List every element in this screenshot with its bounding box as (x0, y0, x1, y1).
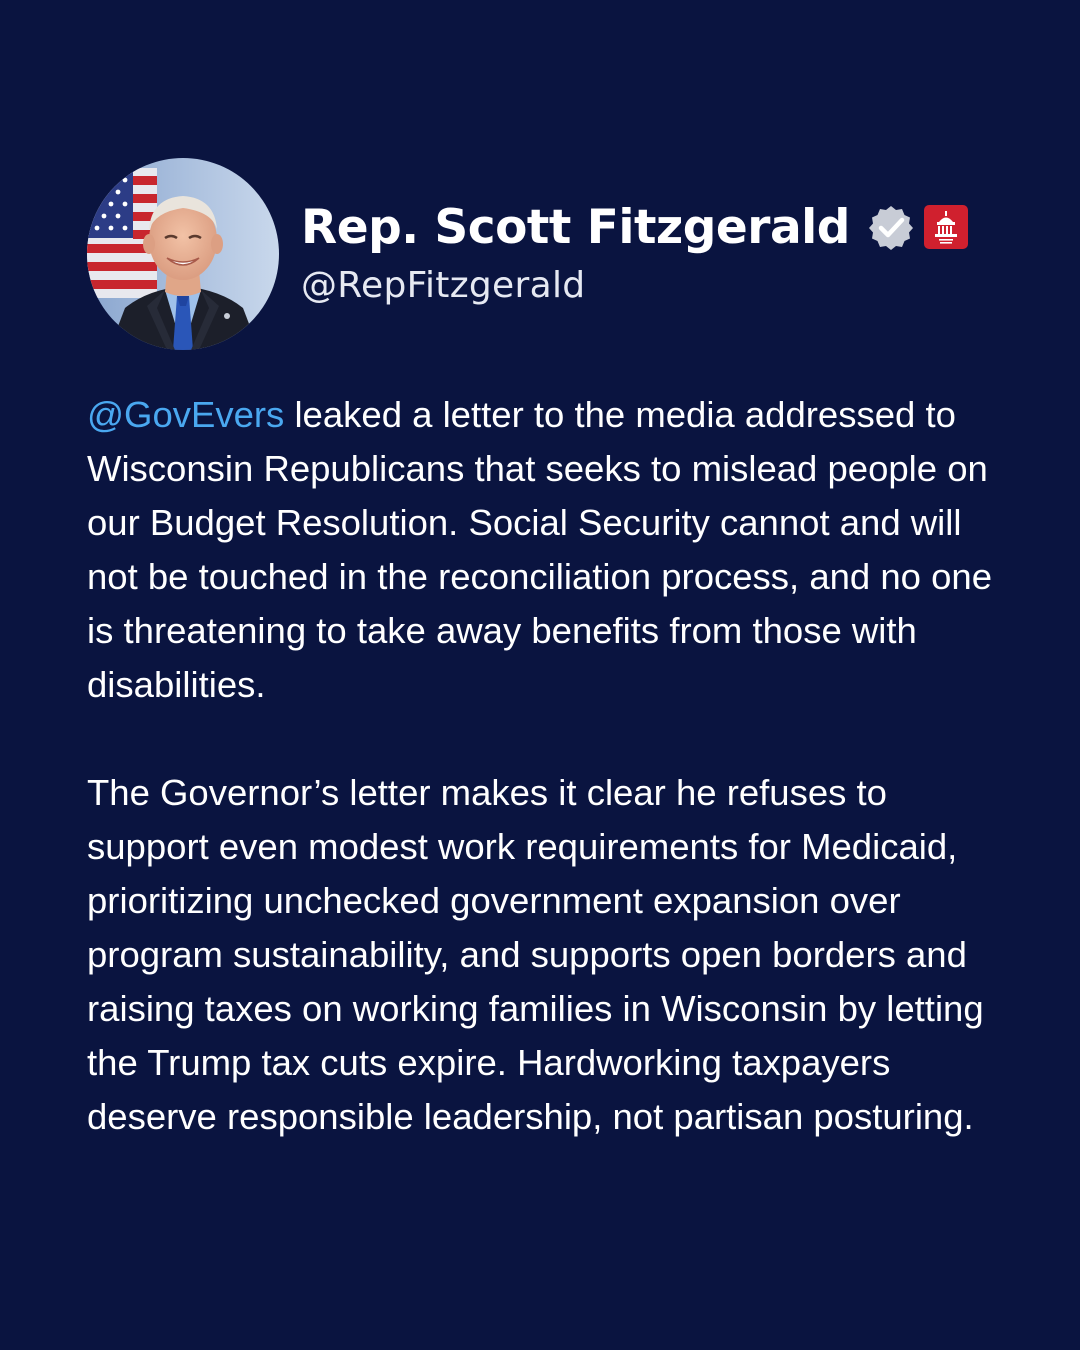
name-row (301, 194, 968, 260)
mention-link[interactable]: @GovEvers (87, 394, 285, 435)
paragraph-2-text: The Governor’s letter makes it clear he refuses to support even modest work requirements for Medicaid, prioritizing unchecked government expansion over program sustainability, and supports open borders and raising taxes on working families in Wisconsin by letting the Trump tax cuts expire. Hardworking taxpayers deserve responsible leadership, not partisan posturing. (87, 772, 984, 1137)
house-gop-badge-icon (924, 205, 968, 249)
author-handle[interactable]: @RepFitzgerald (301, 265, 586, 307)
post-card (87, 158, 997, 1144)
post-body (87, 388, 997, 1144)
verified-badge-icon (868, 204, 914, 250)
paragraph-1-text: leaked a letter to the media addressed to Wisconsin Republicans that seeks to mislead people on our Budget Resolution. Social Security cannot and will not be touched in the reconciliation process, and no one is threatening to take away benefits from those with disabilities. (87, 394, 993, 705)
avatar[interactable] (87, 158, 279, 350)
avatar-photo (87, 158, 279, 350)
post-header (87, 158, 997, 350)
post-paragraph-1 (87, 388, 997, 712)
post-paragraph-2 (87, 766, 997, 1144)
display-name[interactable]: Rep. Scott Fitzgerald (301, 199, 850, 255)
author-identity (301, 194, 968, 306)
